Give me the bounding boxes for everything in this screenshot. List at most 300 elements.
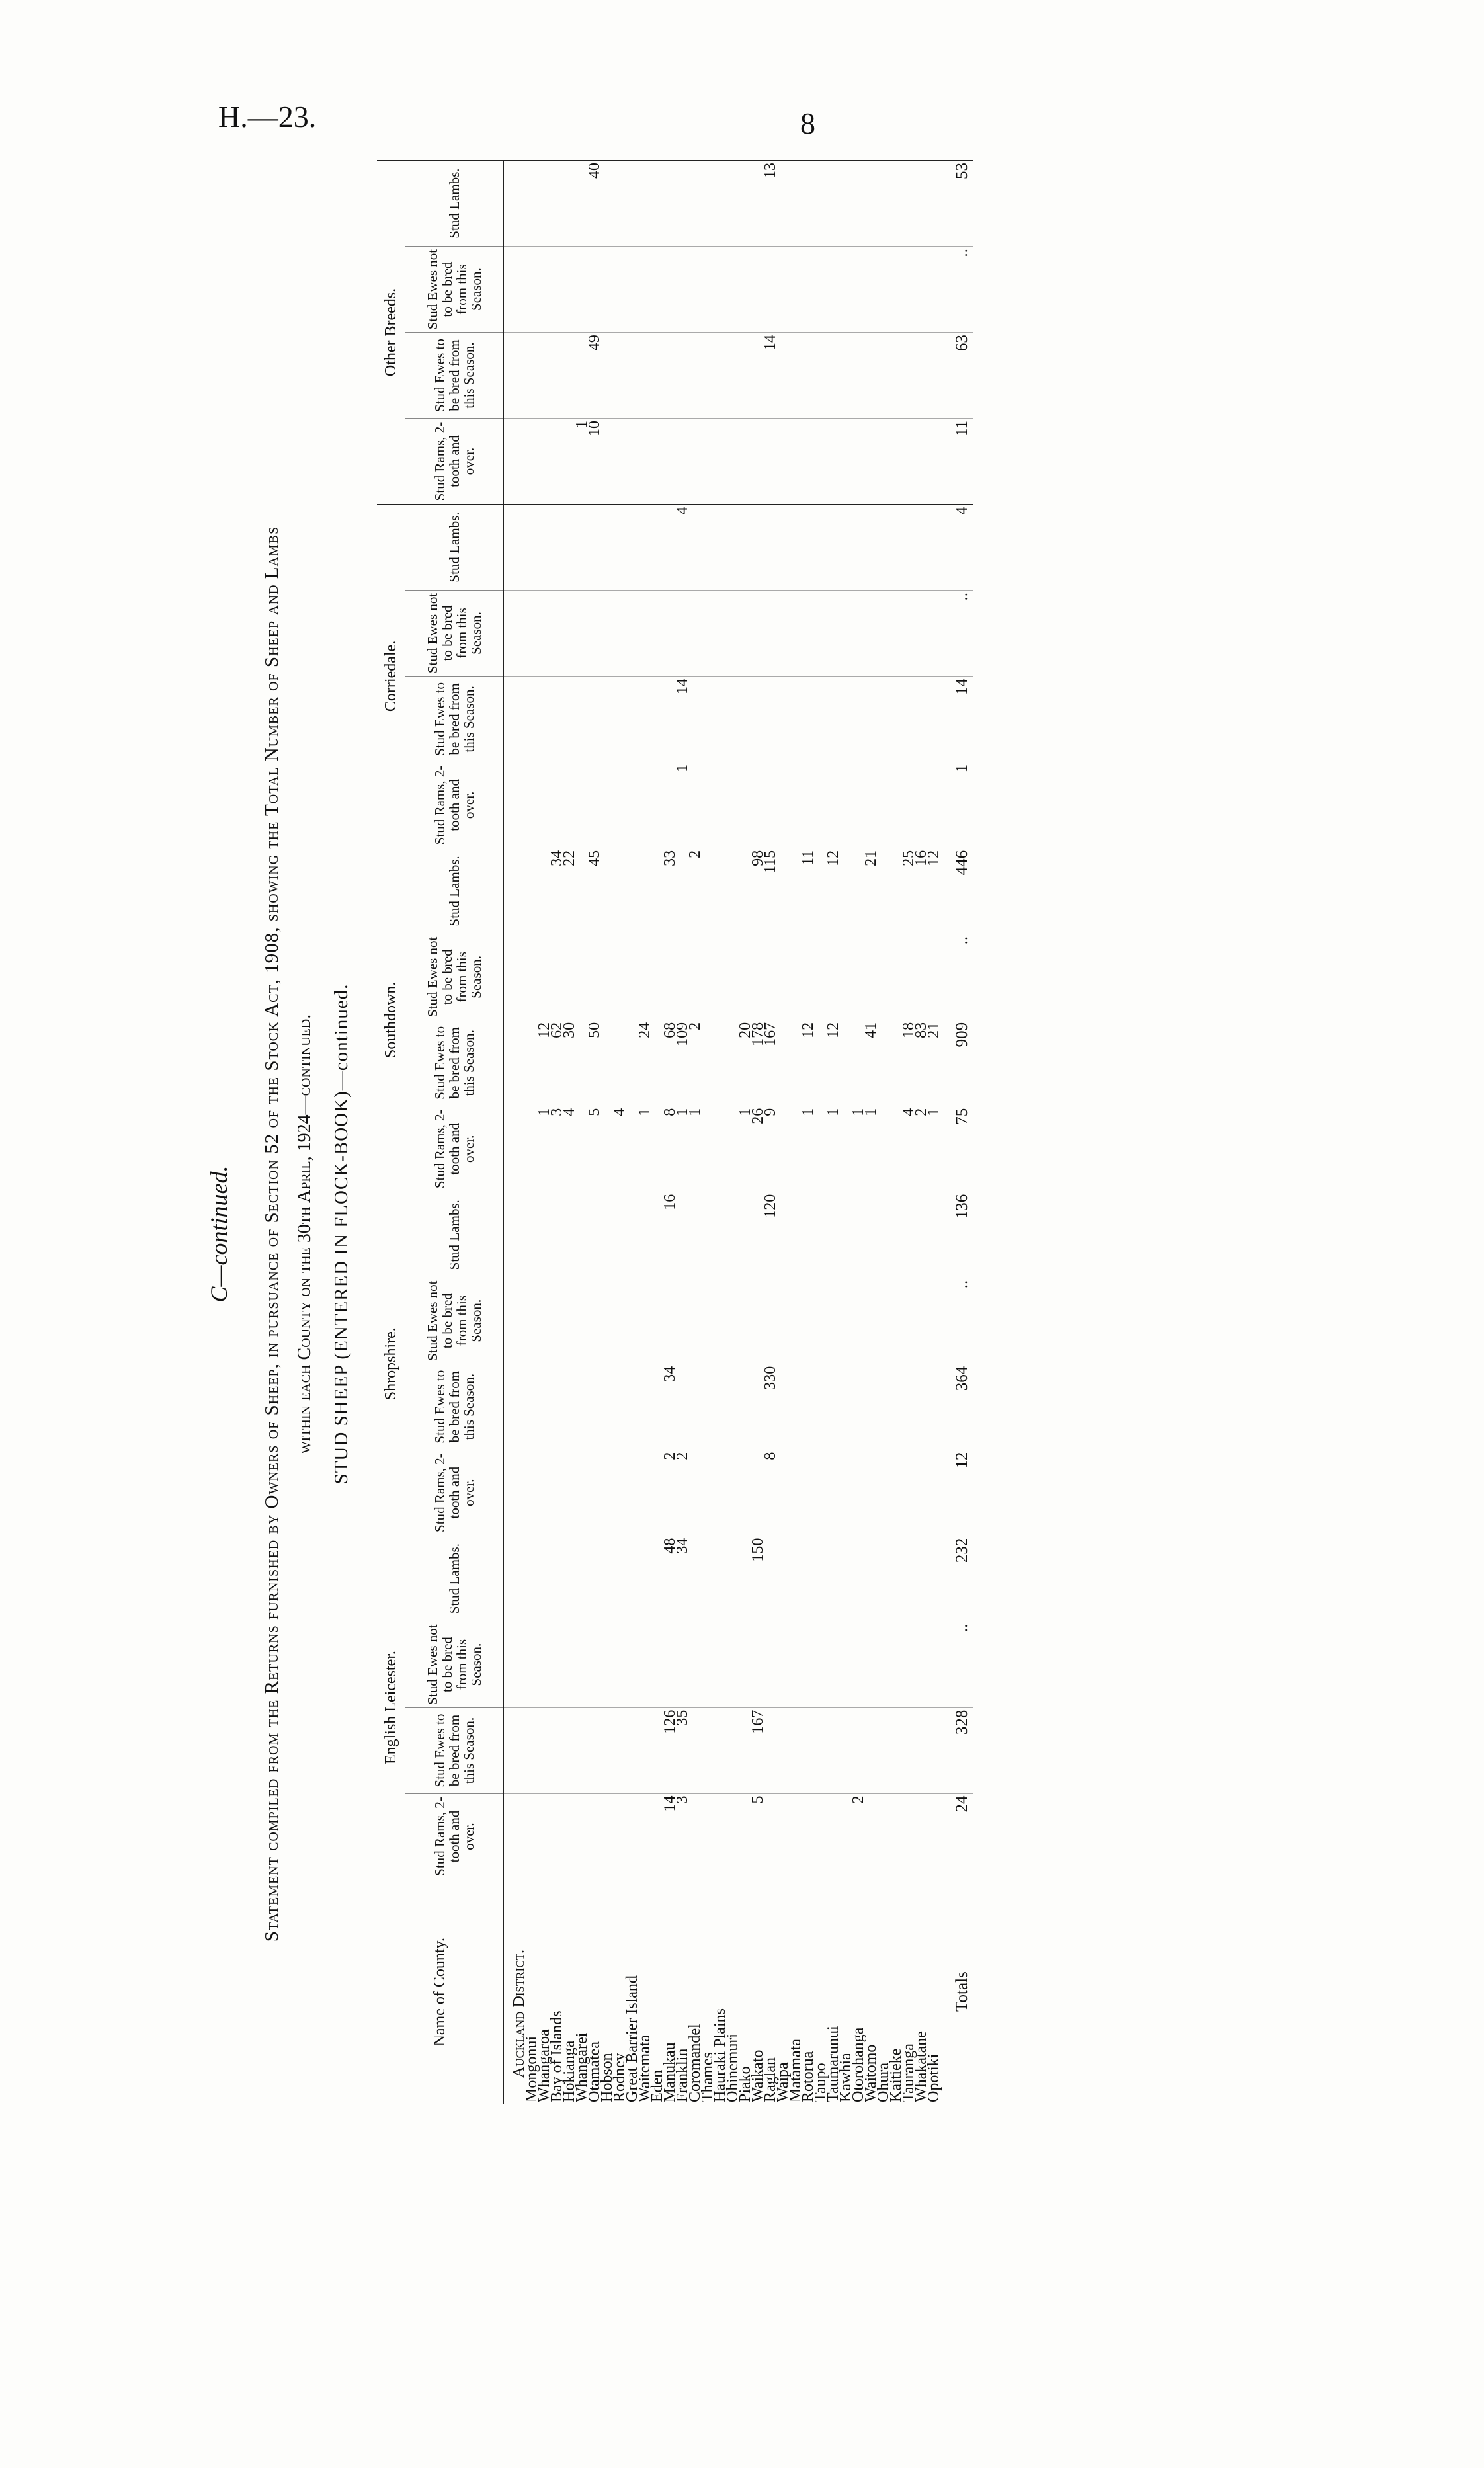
table-cell <box>639 1793 651 1879</box>
table-cell <box>589 247 601 333</box>
table-cell <box>815 1364 827 1450</box>
table-cell <box>903 1278 915 1364</box>
table-cell <box>840 1793 852 1879</box>
table-cell <box>677 161 689 247</box>
table-cell <box>651 333 664 419</box>
table-cell <box>928 1278 940 1364</box>
table-cell <box>601 1106 614 1192</box>
table-cell: 48 <box>664 1536 677 1622</box>
table-cell <box>526 419 538 505</box>
table-cell <box>903 590 915 676</box>
table-cell <box>702 1707 714 1793</box>
table-cell: 22 <box>563 848 576 934</box>
table-cell <box>702 419 714 505</box>
total-cell: 14 <box>950 676 973 762</box>
table-cell <box>702 1793 714 1879</box>
table-cell <box>802 1536 815 1622</box>
table-cell <box>538 1793 551 1879</box>
table-cell <box>903 1707 915 1793</box>
table-cell <box>827 1364 840 1450</box>
table-cell <box>790 1707 802 1793</box>
table-cell <box>852 1192 865 1278</box>
page-number: 8 <box>800 106 815 140</box>
table-cell <box>639 1536 651 1622</box>
table-cell: 4 <box>903 1106 915 1192</box>
table-cell <box>702 1192 714 1278</box>
table-cell <box>651 1450 664 1536</box>
table-row <box>890 161 903 2105</box>
table-cell <box>651 161 664 247</box>
table-cell <box>714 1364 727 1450</box>
table-cell <box>790 1450 802 1536</box>
table-row <box>664 161 677 2105</box>
table-cell <box>601 1364 614 1450</box>
table-cell <box>689 333 702 419</box>
table-cell <box>538 333 551 419</box>
table-cell <box>790 1106 802 1192</box>
county-name: Manukau <box>661 2042 679 2102</box>
table-cell <box>878 161 890 247</box>
table-cell: 13 <box>764 161 777 247</box>
table-cell <box>576 505 589 591</box>
table-cell <box>664 333 677 419</box>
table-cell <box>890 1793 903 1879</box>
table-cell <box>928 676 940 762</box>
table-cell <box>727 590 739 676</box>
table-cell <box>790 247 802 333</box>
column-header: Stud Rams, 2-tooth and over. <box>405 1106 504 1192</box>
table-cell <box>576 1364 589 1450</box>
table-cell <box>526 1364 538 1450</box>
table-cell <box>815 1192 827 1278</box>
table-cell <box>727 1707 739 1793</box>
table-cell <box>689 590 702 676</box>
table-cell <box>878 247 890 333</box>
table-cell <box>890 1450 903 1536</box>
table-cell <box>677 590 689 676</box>
table-cell <box>626 1106 639 1192</box>
table-cell <box>538 1450 551 1536</box>
table-cell <box>865 676 878 762</box>
table-cell <box>928 161 940 247</box>
table-cell <box>752 1622 764 1707</box>
table-cell <box>790 1793 802 1879</box>
table-cell <box>865 333 878 419</box>
table-cell <box>614 590 626 676</box>
table-cell: 12 <box>827 1020 840 1106</box>
table-cell <box>702 1020 714 1106</box>
table-cell <box>739 1192 752 1278</box>
county-name: Hauraki Plains <box>712 2008 729 2102</box>
table-cell <box>639 333 651 419</box>
county-name: Rodney <box>611 2053 628 2102</box>
table-cell <box>790 1364 802 1450</box>
table-cell <box>802 676 815 762</box>
county-name: Waitomo <box>862 2044 880 2102</box>
table-cell: 3 <box>551 1106 563 1192</box>
table-cell <box>739 1450 752 1536</box>
table-row <box>752 161 764 2105</box>
table-cell <box>538 419 551 505</box>
table-cell <box>840 505 852 591</box>
total-cell: 11 <box>950 419 973 505</box>
table-cell: 2 <box>689 848 702 934</box>
table-cell: 178 <box>752 1020 764 1106</box>
table-cell: 1 <box>739 1106 752 1192</box>
table-cell <box>727 161 739 247</box>
total-cell: 909 <box>950 1020 973 1106</box>
table-cell <box>928 1707 940 1793</box>
table-cell: 14 <box>764 333 777 419</box>
table-cell <box>677 1622 689 1707</box>
table-cell <box>714 1622 727 1707</box>
statement-subtitle: STUD SHEEP (ENTERED IN FLOCK-BOOK)—continued. <box>331 983 352 1485</box>
county-name: Hobson <box>598 2053 616 2102</box>
table-cell <box>777 1793 790 1879</box>
table-cell <box>563 676 576 762</box>
table-cell <box>790 590 802 676</box>
table-row <box>714 161 727 2105</box>
column-header: Stud Ewes not to be bred from this Season. <box>405 590 504 676</box>
table-cell: 45 <box>589 848 601 934</box>
table-cell: 1 <box>852 1106 865 1192</box>
table-row <box>538 161 551 2105</box>
county-name: Great Barrier Island <box>624 1975 641 2102</box>
table-cell <box>915 1622 928 1707</box>
table-row <box>815 161 827 2105</box>
table-cell <box>651 676 664 762</box>
table-cell <box>601 1793 614 1879</box>
total-cell: 63 <box>950 333 973 419</box>
table-cell <box>865 762 878 848</box>
section-heading: C—continued. <box>206 1165 232 1303</box>
table-cell <box>903 1192 915 1278</box>
table-row <box>777 161 790 2105</box>
table-cell <box>903 1536 915 1622</box>
table-cell <box>890 1707 903 1793</box>
table-row <box>551 161 563 2105</box>
table-cell <box>639 1707 651 1793</box>
table-cell <box>752 247 764 333</box>
table-cell <box>526 1707 538 1793</box>
table-cell <box>714 590 727 676</box>
table-cell <box>702 1622 714 1707</box>
table-cell <box>827 505 840 591</box>
table-cell <box>526 1278 538 1364</box>
table-cell <box>727 934 739 1020</box>
table-cell: 150 <box>752 1536 764 1622</box>
table-cell <box>852 1622 865 1707</box>
table-cell <box>928 333 940 419</box>
table-cell <box>664 934 677 1020</box>
table-cell <box>777 676 790 762</box>
table-row <box>601 161 614 2105</box>
table-cell <box>727 247 739 333</box>
table-cell <box>626 161 639 247</box>
table-cell <box>576 1793 589 1879</box>
table-cell: 98 <box>752 848 764 934</box>
table-cell <box>790 1622 802 1707</box>
table-cell <box>664 1278 677 1364</box>
table-cell <box>827 333 840 419</box>
table-cell <box>752 1278 764 1364</box>
table-cell: 21 <box>865 848 878 934</box>
table-cell <box>777 1622 790 1707</box>
table-cell <box>928 1192 940 1278</box>
county-name: Whakatane <box>913 2031 930 2102</box>
table-cell <box>777 1278 790 1364</box>
table-cell <box>915 1192 928 1278</box>
table-cell <box>764 934 777 1020</box>
table-cell <box>664 505 677 591</box>
table-cell <box>551 1278 563 1364</box>
table-row <box>915 161 928 2105</box>
table-cell <box>538 676 551 762</box>
table-cell <box>526 590 538 676</box>
table-row <box>865 161 878 2105</box>
table-cell <box>626 419 639 505</box>
table-cell <box>538 1364 551 1450</box>
total-cell: 4 <box>950 505 973 591</box>
table-cell <box>802 247 815 333</box>
table-cell <box>689 1278 702 1364</box>
table-cell <box>576 676 589 762</box>
table-cell <box>714 676 727 762</box>
table-cell: 68 <box>664 1020 677 1106</box>
table-cell <box>651 1106 664 1192</box>
table-row <box>739 161 752 2105</box>
table-cell <box>689 934 702 1020</box>
table-row <box>651 161 664 2105</box>
table-cell <box>664 590 677 676</box>
column-header: Stud Rams, 2-tooth and over. <box>405 1793 504 1879</box>
table-cell <box>589 1278 601 1364</box>
table-cell <box>589 762 601 848</box>
table-cell <box>840 1536 852 1622</box>
table-cell <box>702 161 714 247</box>
table-cell <box>689 1450 702 1536</box>
table-cell <box>752 505 764 591</box>
table-cell <box>538 161 551 247</box>
county-name: Taupo <box>812 2063 829 2102</box>
table-cell <box>840 419 852 505</box>
table-cell <box>878 676 890 762</box>
table-cell: 3 <box>677 1793 689 1879</box>
table-cell <box>915 161 928 247</box>
table-cell <box>903 762 915 848</box>
total-cell: .. <box>950 247 973 333</box>
table-cell <box>802 1622 815 1707</box>
table-cell <box>589 676 601 762</box>
table-cell <box>915 762 928 848</box>
table-cell: 2 <box>915 1106 928 1192</box>
table-cell <box>526 934 538 1020</box>
table-cell <box>563 1364 576 1450</box>
table-cell <box>890 762 903 848</box>
table-cell <box>651 1278 664 1364</box>
table-cell <box>563 247 576 333</box>
table-cell <box>815 247 827 333</box>
table-cell <box>639 505 651 591</box>
county-name: Rotorua <box>800 2051 817 2102</box>
table-cell <box>852 419 865 505</box>
table-cell <box>601 1622 614 1707</box>
table-cell <box>526 247 538 333</box>
county-name: Waipa <box>774 2062 792 2102</box>
table-cell <box>865 1622 878 1707</box>
table-cell: 2 <box>664 1450 677 1536</box>
table-cell <box>702 333 714 419</box>
totals-label: Totals <box>950 1879 973 2104</box>
table-cell <box>928 1364 940 1450</box>
total-cell: 232 <box>950 1536 973 1622</box>
table-cell <box>563 1793 576 1879</box>
table-cell <box>576 1536 589 1622</box>
table-cell <box>815 762 827 848</box>
table-cell <box>777 1707 790 1793</box>
county-name: Opotiki <box>925 2053 942 2102</box>
table-cell <box>526 505 538 591</box>
table-cell <box>727 676 739 762</box>
table-cell <box>601 676 614 762</box>
table-cell <box>601 1707 614 1793</box>
table-cell: 330 <box>764 1364 777 1450</box>
table-cell <box>626 934 639 1020</box>
table-cell <box>551 1364 563 1450</box>
table-cell <box>664 1622 677 1707</box>
table-cell <box>651 505 664 591</box>
table-cell <box>526 1793 538 1879</box>
total-cell: .. <box>950 1622 973 1707</box>
table-cell <box>827 1278 840 1364</box>
table-cell <box>777 247 790 333</box>
table-cell <box>551 1707 563 1793</box>
table-cell <box>827 762 840 848</box>
table-cell: 18 <box>903 1020 915 1106</box>
table-cell <box>790 676 802 762</box>
table-cell <box>890 505 903 591</box>
table-cell <box>827 934 840 1020</box>
table-cell <box>626 505 639 591</box>
table-cell <box>890 590 903 676</box>
table-cell <box>727 1793 739 1879</box>
table-cell <box>651 1622 664 1707</box>
county-name: Tauranga <box>900 2043 917 2102</box>
table-cell <box>614 676 626 762</box>
table-cell <box>890 1278 903 1364</box>
table-cell <box>614 505 626 591</box>
table-cell <box>852 1450 865 1536</box>
table-row <box>526 161 538 2105</box>
table-cell <box>903 1364 915 1450</box>
table-cell <box>714 419 727 505</box>
table-cell <box>639 1622 651 1707</box>
table-cell: 4 <box>677 505 689 591</box>
table-cell <box>677 247 689 333</box>
table-cell <box>790 1536 802 1622</box>
table-cell <box>802 934 815 1020</box>
table-cell <box>777 934 790 1020</box>
table-cell <box>702 247 714 333</box>
table-cell <box>601 247 614 333</box>
table-cell <box>563 1622 576 1707</box>
table-cell <box>790 762 802 848</box>
table-cell <box>915 1278 928 1364</box>
table-cell <box>551 247 563 333</box>
table-cell <box>827 419 840 505</box>
table-row <box>840 161 852 2105</box>
table-cell: 8 <box>664 1106 677 1192</box>
table-cell: 1 <box>928 1106 940 1192</box>
table-cell <box>852 161 865 247</box>
table-cell <box>626 1278 639 1364</box>
table-cell <box>815 676 827 762</box>
table-cell <box>815 590 827 676</box>
table-cell <box>840 1278 852 1364</box>
table-cell <box>538 1192 551 1278</box>
table-cell <box>601 1536 614 1622</box>
table-cell <box>865 1707 878 1793</box>
table-cell <box>639 1192 651 1278</box>
table-cell <box>852 333 865 419</box>
table-cell <box>689 161 702 247</box>
table-cell <box>903 1450 915 1536</box>
table-cell: 4 <box>563 1106 576 1192</box>
table-cell <box>727 1106 739 1192</box>
column-header: Stud Ewes to be bred from this Season. <box>405 676 504 762</box>
total-cell: 328 <box>950 1707 973 1793</box>
table-cell <box>538 247 551 333</box>
table-cell <box>601 762 614 848</box>
table-cell <box>576 1106 589 1192</box>
county-name: Bay of Islands <box>548 2010 565 2102</box>
table-cell <box>526 1536 538 1622</box>
table-row <box>702 161 714 2105</box>
table-cell <box>739 1793 752 1879</box>
table-cell <box>551 934 563 1020</box>
table-cell <box>865 1278 878 1364</box>
table-row <box>626 161 639 2105</box>
total-cell: 75 <box>950 1106 973 1192</box>
table-cell: 167 <box>752 1707 764 1793</box>
table-cell <box>903 1622 915 1707</box>
table-cell <box>526 1450 538 1536</box>
table-row <box>576 161 589 2105</box>
table-row <box>614 161 626 2105</box>
table-cell: 2 <box>677 1450 689 1536</box>
table-cell <box>639 419 651 505</box>
table-cell <box>878 1192 890 1278</box>
table-cell: 83 <box>915 1020 928 1106</box>
table-cell: 25 <box>903 848 915 934</box>
table-cell: 12 <box>928 848 940 934</box>
table-cell <box>551 1192 563 1278</box>
table-cell <box>538 1622 551 1707</box>
table-cell <box>563 590 576 676</box>
table-cell: 14 <box>677 676 689 762</box>
totals-row <box>950 161 973 2105</box>
table-cell <box>739 676 752 762</box>
table-cell <box>538 505 551 591</box>
table-cell <box>790 419 802 505</box>
table-cell <box>928 1450 940 1536</box>
table-cell <box>815 1536 827 1622</box>
table-cell <box>639 161 651 247</box>
table-cell <box>689 505 702 591</box>
table-cell: 49 <box>589 333 601 419</box>
table-cell <box>626 247 639 333</box>
table-cell <box>928 247 940 333</box>
